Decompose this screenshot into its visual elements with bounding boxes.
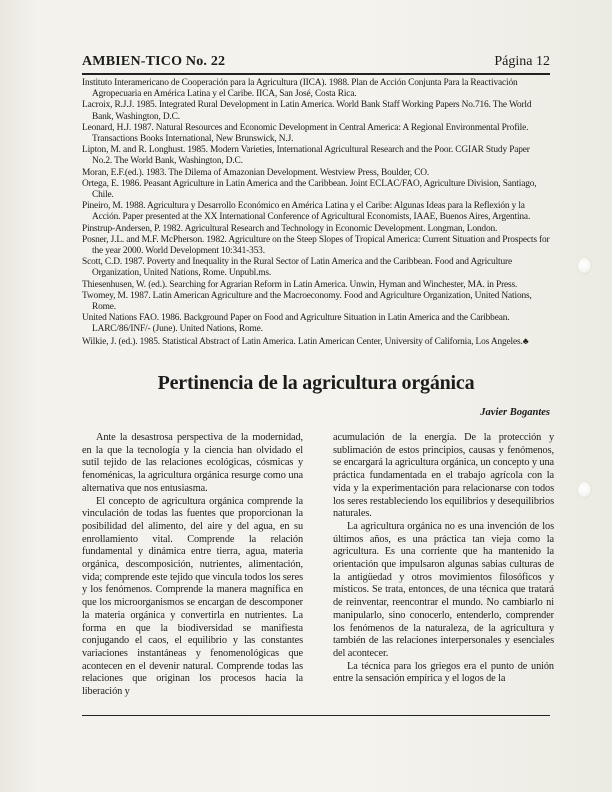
reference-item: Pinstrup-Andersen, P. 1982. Agricultural Research and Technology in Economic Development. Longman, London. bbox=[82, 223, 498, 234]
paragraph: El concepto de agricultura orgánica comprende la vinculación de todas las fuentes que proporcionan la posibilidad del alimento, del aire y del agua, en su enrollamiento vital. Comprende la relación fundamental y dinámica entre tierra, agua, materia orgánica, descomposición, nutrientes, alimentación, vida; comprende este tejido que vincula todos los seres y los fenómenos. Comprende la manera magnífica en que los microorganismos se encargan de descomponer la materia orgánica y convertirla en nutrientes. La forma en que la biodiversidad se manifiesta conjugando el caos, el equilibrio y las constantes variaciones instantáneas y fenomenológicas que acontecen en el devenir natural. Comprende todas las relaciones que originan los procesos hacia la liberación y bbox=[82, 495, 303, 698]
reference-item: Thiesenhusen, W. (ed.). Searching for Agrarian Reform in Latin America. Unwin, Hyman and Winchester, MA. in Press. bbox=[82, 279, 518, 290]
reference-item: Posner, J.L. and M.F. McPherson. 1982. Agriculture on the Steep Slopes of Tropical America: Current Situation and Prospects for the year 2000. World Development 10:341-353. bbox=[82, 234, 550, 257]
punch-hole-icon bbox=[578, 482, 591, 498]
article-author: Javier Bogantes bbox=[480, 407, 550, 418]
reference-item: Moran, E.F.(ed.). 1983. The Dilema of Amazonian Development. Westview Press, Boulder, CO. bbox=[82, 167, 430, 178]
paragraph: acumulación de la energía. De la protección y sublimación de estos principios, causas y fenómenos, se encargará la agricultura orgánica, un concepto y una práctica fundamentada en el trabajo agrícola con la vida y la experimentación para relacionarse con todos los seres restableciendo los equilibrios y desequilibrios naturales. bbox=[333, 432, 554, 520]
page-header bbox=[82, 54, 550, 72]
reference-item: Lacroix, R.J.J. 1985. Integrated Rural Development in Latin America. World Bank Staff Working Papers No.716. The World Bank, Washington, D.C. bbox=[82, 100, 532, 122]
header-rule bbox=[82, 73, 550, 75]
club-end-mark-icon: ♣ bbox=[522, 335, 529, 346]
reference-item: Pineiro, M. 1988. Agricultura y Desarrollo Económico en América Latina y el Caribe: Algunas Ideas para la Reflexión y la Acción. Paper presented at the XX International Conference of Agricultural Economists, IAAE, Buenos Aires, Argentina. bbox=[82, 201, 531, 223]
reference-list bbox=[82, 78, 550, 348]
reference-item: Lipton, M. and R. Longhust. 1985. Modern Varieties, International Agricultural Research and the Poor. CGIAR Study Paper No.2. The World Bank, Washington, D.C. bbox=[82, 145, 530, 167]
reference-item: Scott, C.D. 1987. Poverty and Inequality in the Rural Sector of Latin America and the Caribbean. Food and Agriculture Organization, United Nations, Rome. Unpubl.ms. bbox=[82, 257, 513, 279]
journal-title: AMBIEN-TICO No. 22 bbox=[82, 54, 226, 69]
reference-item: Ortega, E. 1986. Peasant Agriculture in Latin America and the Caribbean. Joint ECLAC/FAO, Agriculture Division, Santiago, Chile. bbox=[82, 178, 537, 201]
reference-item: United Nations FAO. 1986. Background Paper on Food and Agriculture Situation in Latin America and the Caribbean. LARC/86/INF/- (June). United Nations, Rome. bbox=[82, 313, 510, 335]
reference-item: Leonard, H.J. 1987. Natural Resources and Economic Development in Central America: A Regional Environmental Profile. Transactions Books International, New Brunswick, N.J. bbox=[82, 122, 529, 145]
article-title: Pertinencia de la agricultura orgánica bbox=[157, 372, 475, 394]
reference-text: Wilkie, J. (ed.). 1985. Statistical Abstract of Latin America. Latin American Center, University of California, Los Angeles. bbox=[82, 336, 523, 347]
punch-hole-icon bbox=[578, 258, 591, 274]
paragraph: La agricultura orgánica no es una invención de los últimos años, es una práctica tan vieja como la agricultura. Es una corriente que ha mantenido la orientación que impulsaron algunas sabias culturas de la antigüedad y otros movimientos filosóficos y místicos. Se trata, entonces, de una técnica que tratará de reinventar, reencontrar el mundo. No cambiarlo ni manipularlo, sino conocerlo, entenderlo, comprender los fenómenos de la naturaleza, de la agricultura y también de las relaciones interpersonales y esenciales del acontecer. bbox=[333, 520, 554, 659]
article-column-right bbox=[333, 432, 554, 686]
paragraph: La técnica para los griegos era el punto de unión entre la sensación empírica y el logos de la bbox=[333, 660, 554, 685]
page-number: Página 12 bbox=[494, 54, 550, 69]
paragraph: Ante la desastrosa perspectiva de la modernidad, en la que la tecnología y la ciencia han olvidado el sutil tejido de las relaciones ecológicas, cósmicas y fenoménicas, la agricultura orgánica resurge como una alternativa que nos entusiasma. bbox=[82, 432, 303, 494]
reference-item bbox=[82, 336, 550, 348]
footer-rule bbox=[82, 715, 550, 716]
article-column-left bbox=[82, 432, 303, 699]
reference-item: Twomey, M. 1987. Latin American Agriculture and the Macroeconomy. Food and Agriculture Organization, United Nations, Rome. bbox=[82, 290, 532, 313]
reference-item: Instituto Interamericano de Cooperación para la Agricultura (IICA). 1988. Plan de Acción Conjunta Para la Reactivación Agropecuaria en América Latina y el Caribe. IICA, San José, Costa Rica. bbox=[82, 78, 518, 100]
